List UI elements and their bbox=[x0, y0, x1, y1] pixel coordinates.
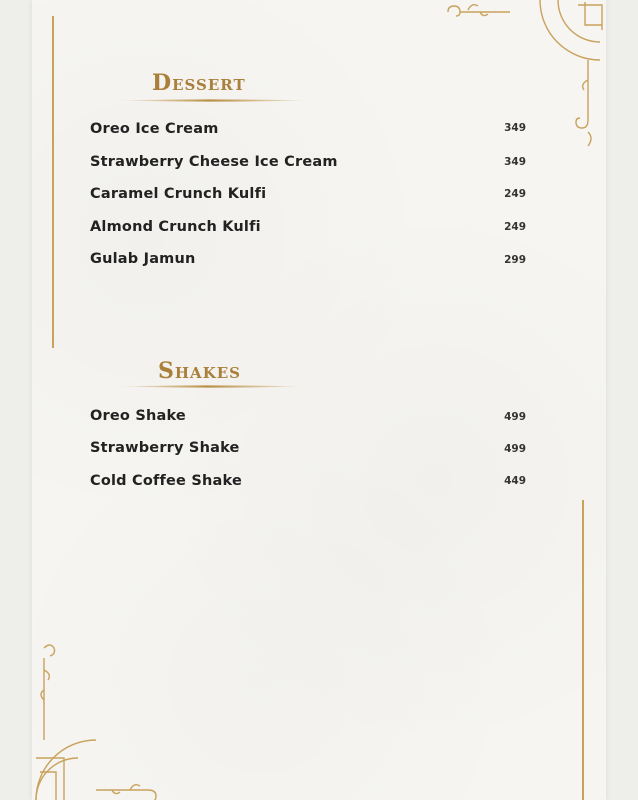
section-divider bbox=[82, 99, 337, 102]
menu-item-name: Cold Coffee Shake bbox=[90, 473, 242, 489]
menu-item-price: 299 bbox=[504, 254, 526, 266]
menu-item-name: Caramel Crunch Kulfi bbox=[90, 186, 267, 202]
section-title-dessert: Dessert bbox=[152, 70, 246, 96]
menu-item-price: 349 bbox=[504, 156, 526, 168]
menu-item-name: Almond Crunch Kulfi bbox=[90, 219, 261, 235]
menu-item-price: 449 bbox=[504, 475, 526, 487]
section-title-shakes: Shakes bbox=[158, 358, 242, 384]
menu-item-price: 499 bbox=[504, 443, 526, 455]
menu-item-name: Strawberry Shake bbox=[90, 440, 240, 456]
menu-item-price: 249 bbox=[504, 221, 526, 233]
right-border-line bbox=[582, 500, 584, 800]
left-border-line bbox=[52, 16, 54, 348]
top-right-corner-ornament bbox=[440, 0, 610, 160]
menu-item-name: Gulab Jamun bbox=[90, 251, 196, 267]
menu-item-name: Oreo Shake bbox=[90, 408, 186, 424]
menu-item-price: 499 bbox=[504, 411, 526, 423]
section-divider bbox=[84, 385, 330, 388]
menu-item-name: Strawberry Cheese Ice Cream bbox=[90, 154, 338, 170]
bottom-left-corner-ornament bbox=[30, 640, 200, 800]
menu-item-price: 349 bbox=[504, 122, 526, 134]
menu-item-price: 249 bbox=[504, 188, 526, 200]
menu-item-name: Oreo Ice Cream bbox=[90, 121, 219, 137]
